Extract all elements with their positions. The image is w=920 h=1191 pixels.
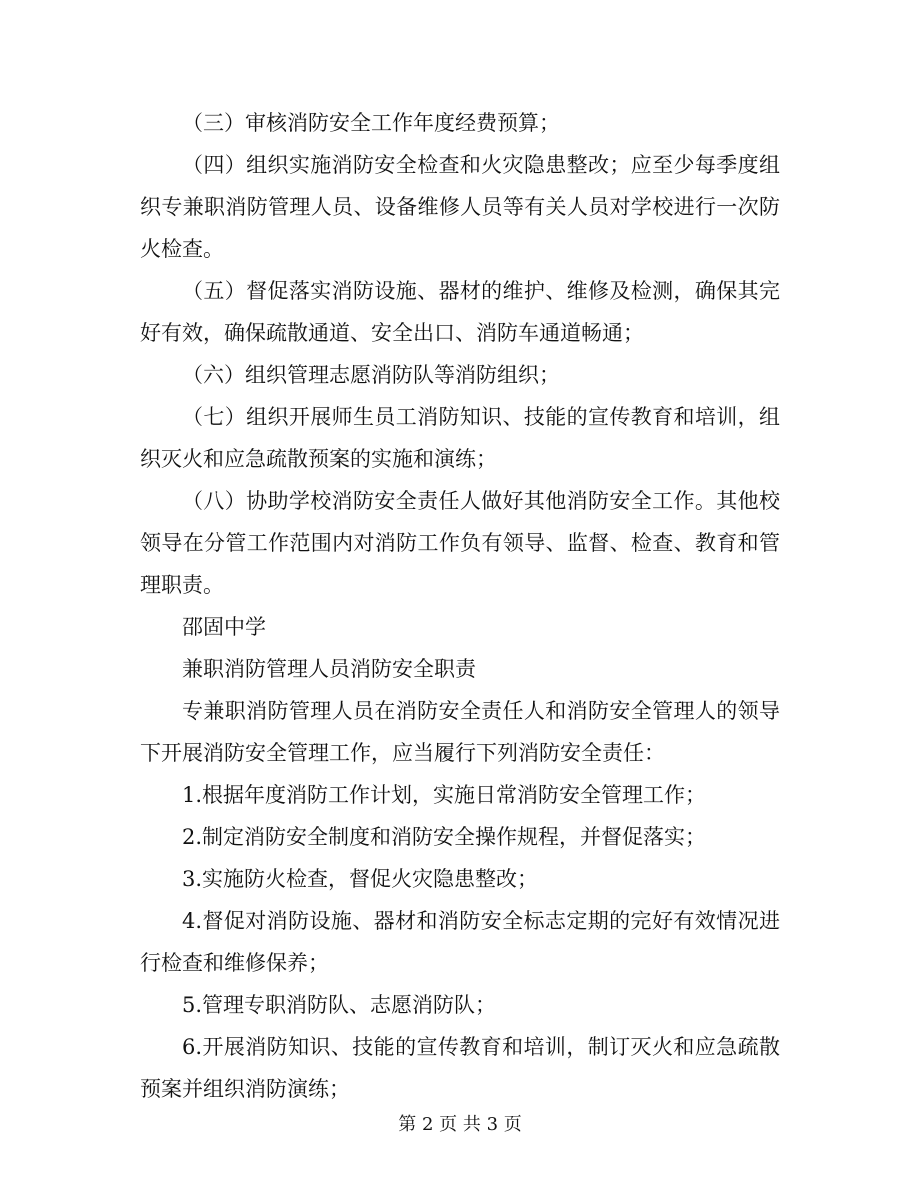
paragraph-item-6: （六）组织管理志愿消防队等消防组织； — [182, 363, 560, 387]
paragraph-item-5: （五）督促落实消防设施、器材的维护、维修及检测，确保其完好有效，确保疏散通道、安全出口、消防车通道畅通； — [140, 279, 780, 345]
duty-item-5: 5.管理专职消防队、志愿消防队； — [182, 993, 497, 1017]
paragraph-item-7: （七）组织开展师生员工消防知识、技能的宣传教育和培训，组织灭火和应急疏散预案的实施和演练； — [140, 405, 780, 471]
paragraph-item-3: （三）审核消防安全工作年度经费预算； — [182, 111, 560, 135]
duty-item-3: 3.实施防火检查，督促火灾隐患整改； — [182, 867, 539, 891]
document-body — [140, 102, 780, 1110]
page-number-footer: 第 2 页 共 3 页 — [398, 1114, 522, 1135]
school-name: 邵固中学 — [182, 615, 266, 639]
paragraph-item-4: （四）组织实施消防安全检查和火灾隐患整改；应至少每季度组织专兼职消防管理人员、设备维修人员等有关人员对学校进行一次防火检查。 — [140, 153, 780, 261]
section-title: 兼职消防管理人员消防安全职责 — [182, 657, 476, 681]
duty-item-2: 2.制定消防安全制度和消防安全操作规程，并督促落实； — [182, 825, 707, 849]
duty-item-6: 6.开展消防知识、技能的宣传教育和培训，制订灭火和应急疏散预案并组织消防演练； — [140, 1035, 780, 1101]
section-intro: 专兼职消防管理人员在消防安全责任人和消防安全管理人的领导下开展消防安全管理工作，应当履行下列消防安全责任： — [140, 699, 780, 765]
duty-item-4: 4.督促对消防设施、器材和消防安全标志定期的完好有效情况进行检查和维修保养； — [140, 909, 780, 975]
paragraph-item-8: （八）协助学校消防安全责任人做好其他消防安全工作。其他校领导在分管工作范围内对消防工作负有领导、监督、检查、教育和管理职责。 — [140, 489, 780, 597]
duty-item-1: 1.根据年度消防工作计划，实施日常消防安全管理工作； — [182, 783, 707, 807]
